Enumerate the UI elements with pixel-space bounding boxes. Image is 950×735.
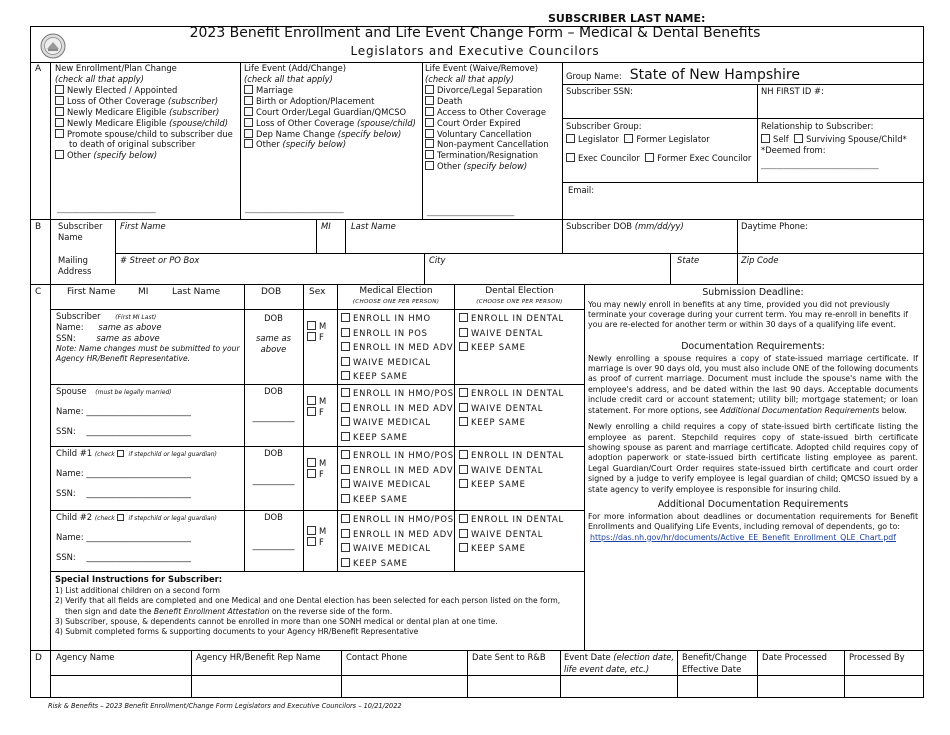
checkbox-item[interactable]: Other (specify below) (55, 150, 238, 161)
medical-option[interactable]: ENROLL IN HMO/POS (341, 512, 454, 527)
life-event-add-title: Life Event (Add/Change) (244, 63, 347, 73)
spouse-dob-blank[interactable]: __________ (252, 412, 295, 422)
contact-phone-field[interactable]: Contact Phone (346, 652, 408, 662)
spouse-sex (307, 396, 326, 418)
spouse-ssn-blank[interactable]: _________________________ (86, 425, 192, 436)
city-field[interactable]: City (429, 255, 446, 265)
checkbox-item[interactable]: Divorce/Legal Separation (425, 85, 561, 96)
child1-name-blank[interactable]: _________________________ (86, 467, 191, 478)
col-dental-note: (CHOOSE ONE PER PERSON) (476, 299, 563, 305)
continuation-text: to death of original subscriber (69, 139, 196, 150)
effective-date-field[interactable]: Benefit/Change Effective Date (682, 652, 747, 674)
new-enrollment-column (55, 63, 238, 161)
child1-row: Child #1 (check if stepchild or legal guardian) Name: _________________________ SSN: _________________________ (56, 448, 217, 498)
life-event-waive-title: Life Event (Waive/Remove) (425, 63, 539, 73)
medical-option[interactable]: KEEP SAME (341, 369, 453, 384)
checkbox-item[interactable]: Access to Other Coverage (425, 107, 561, 118)
sex-f-checkbox[interactable]: F (307, 537, 326, 548)
new-enrollment-note: (check all that apply) (55, 73, 144, 84)
zip-field[interactable]: Zip Code (741, 255, 779, 265)
life-event-waive-column (425, 63, 561, 172)
first-name-field[interactable]: First Name (120, 221, 166, 231)
checkbox-item[interactable]: Voluntary Cancellation (425, 129, 561, 140)
checkbox-exec-councilor[interactable]: Exec Councilor (566, 153, 640, 163)
dental-option[interactable]: WAIVE DENTAL (459, 401, 564, 416)
checkbox-item[interactable]: Loss of Other Coverage (subscriber) (55, 96, 238, 107)
dental-option[interactable]: ENROLL IN DENTAL (459, 448, 564, 463)
medical-option[interactable]: WAIVE MEDICAL (341, 415, 454, 430)
subscriber-dob-value: same as above (256, 333, 291, 354)
form-title: 2023 Benefit Enrollment and Life Event Change Form – Medical & Dental Benefits (189, 25, 761, 41)
deadline-title: Submission Deadline: (702, 287, 804, 298)
medical-option[interactable]: KEEP SAME (341, 430, 454, 445)
sex-f-checkbox[interactable]: F (307, 332, 326, 343)
life-event-waive-note: (check all that apply) (425, 73, 514, 84)
checkbox-self[interactable]: Self (761, 134, 789, 144)
checkbox-former-legislator[interactable]: Former Legislator (624, 134, 709, 144)
col-medical-note: (CHOOSE ONE PER PERSON) (352, 299, 440, 305)
checkbox-item[interactable]: Court Order/Legal Guardian/QMCSO (244, 107, 420, 118)
dental-option[interactable]: ENROLL IN DENTAL (459, 386, 564, 401)
dental-option[interactable]: KEEP SAME (459, 477, 564, 492)
agency-name-field[interactable]: Agency Name (56, 652, 115, 662)
col-sex: Sex (309, 287, 326, 297)
dental-option[interactable]: ENROLL IN DENTAL (459, 311, 564, 326)
sex-f-checkbox[interactable]: F (307, 407, 326, 418)
daytime-phone-field[interactable]: Daytime Phone: (741, 221, 808, 231)
date-processed-field[interactable]: Date Processed (762, 652, 827, 662)
doc-req-child: Newly enrolling a child requires a copy of state-issued birth certificate listing the employee as parent. Stepchild requires copy of state-issued birth certificate showing spouse as parent and marriage certificate. Adopted child requires copy of adoption paperwork or state-issued birth certificate listing employee as parent. Legal Guardian/Court Order requires state-issued birth certificate and court order signed by a judge to verify employee is legal guardian of child; QMCSO issued by a state agency to verify employee is responsible for insuring child. (588, 422, 918, 494)
dental-option[interactable]: KEEP SAME (459, 415, 564, 430)
special-instructions: Special Instructions for Subscriber: 1) List additional children on a second form 2) Verify that all fields are completed and one Medical and one Dental election has been selected for each person listed on the form, then sign and date the Benefit Enrollment Attestation on the reverse side of the form. 3) Subscriber, spouse, & dependents cannot be enrolled in more than one SONH medical or dental plan at one time. 4) Submit completed forms & supporting documents to your Agency HR/Benefit Representative (55, 574, 583, 638)
checkbox-item[interactable]: Death (425, 96, 561, 107)
medical-option[interactable]: KEEP SAME (341, 492, 454, 507)
subscriber-dob: DOB (264, 313, 283, 323)
deemed-blank[interactable]: _______________________________ (761, 159, 879, 169)
child1-dental (459, 448, 564, 492)
sex-m-checkbox[interactable]: M (307, 526, 326, 537)
sex-m-checkbox[interactable]: M (307, 321, 326, 332)
group-name-value: State of New Hampshire (629, 67, 800, 83)
child2-name-blank[interactable]: _________________________ (86, 531, 191, 542)
other-specify-blank[interactable]: __________________________ (57, 204, 156, 213)
form-subtitle: Legislators and Executive Councilors (350, 44, 600, 58)
checkbox-legislator[interactable]: Legislator (566, 134, 619, 144)
checkbox-item[interactable]: Dep Name Change (specify below) (244, 129, 420, 140)
other-specify-blank[interactable]: _______________________ (427, 207, 515, 216)
col-dental: Dental Election (485, 286, 554, 296)
dental-option[interactable]: KEEP SAME (459, 340, 564, 355)
subscriber-row: Subscriber (First MI Last) Name: same as above SSN: same as above Note: Name changes must be submitted to your Agency HR/Benefit Representative. (56, 311, 242, 364)
checkbox-item[interactable]: Termination/Resignation (425, 150, 561, 161)
child1-ssn-blank[interactable]: _________________________ (86, 487, 192, 498)
checkbox-item[interactable]: Promote spouse/child to subscriber due (55, 129, 238, 140)
medical-option[interactable]: KEEP SAME (341, 556, 454, 571)
email-label[interactable]: Email: (568, 185, 595, 195)
child2-row: Child #2 (check if stepchild or legal guardian) Name: _________________________ SSN: _________________________ (56, 512, 217, 562)
relationship-to-subscriber (761, 121, 907, 170)
child1-medical (341, 448, 454, 506)
special-instructions-title: Special Instructions for Subscriber: (55, 574, 223, 584)
spouse-dental (459, 386, 564, 430)
dental-option[interactable]: WAIVE DENTAL (459, 527, 564, 542)
relationship-label: Relationship to Subscriber: (761, 121, 874, 131)
col-mi: MI (138, 287, 149, 297)
medical-option[interactable]: ENROLL IN HMO/POS (341, 448, 454, 463)
deemed-label: *Deemed from: (761, 144, 826, 155)
spouse-row: Spouse (must be legally married) Name: _________________________ SSN: _________________________ (56, 386, 192, 436)
section-a-label: A (35, 64, 42, 74)
new-enrollment-title: New Enrollment/Plan Change (55, 63, 177, 73)
medical-option[interactable]: ENROLL IN MED ADV (341, 401, 454, 416)
checkbox-item[interactable]: Newly Medicare Eligible (subscriber) (55, 107, 238, 118)
medical-option[interactable]: ENROLL IN MED ADV (341, 463, 454, 478)
group-name-label: Group Name: (566, 71, 622, 81)
spouse-dob: DOB (264, 386, 283, 396)
benefit-chart-link[interactable]: https://das.nh.gov/hr/documents/Active_EE_Benefit_Enrollment_QLE_Chart.pdf (590, 532, 897, 542)
child1-sex (307, 458, 326, 480)
checkbox-item[interactable]: Marriage (244, 85, 420, 96)
spouse-name-blank[interactable]: _________________________ (86, 405, 191, 416)
child2-dob-blank[interactable]: __________ (252, 540, 295, 550)
checkbox-item[interactable]: Other (specify below) (425, 161, 561, 172)
col-medical: Medical Election (359, 286, 433, 296)
col-dob: DOB (261, 287, 282, 297)
checkbox-item[interactable]: Newly Medicare Eligible (spouse/child) (55, 118, 238, 129)
subscriber-medical (341, 311, 453, 384)
life-event-add-note: (check all that apply) (244, 73, 333, 84)
section-c-label: C (35, 287, 42, 297)
state-field[interactable]: State (677, 255, 700, 265)
street-field[interactable]: # Street or PO Box (120, 255, 200, 265)
name-change-note: Note: Name changes must be submitted to your Agency HR/Benefit Representative. (56, 343, 240, 364)
checkbox-former-exec-councilor[interactable]: Former Exec Councilor (645, 153, 751, 163)
life-event-add-column (244, 63, 420, 150)
dental-option[interactable]: WAIVE DENTAL (459, 463, 564, 478)
child2-sex (307, 526, 326, 548)
rep-name-field[interactable]: Agency HR/Benefit Rep Name (196, 652, 321, 662)
checkbox-surviving[interactable]: Surviving Spouse/Child* (794, 134, 907, 144)
subscriber-sex (307, 321, 326, 343)
dental-option[interactable]: WAIVE DENTAL (459, 326, 564, 341)
additional-doc-text: For more information about deadlines or documentation requirements for Benefit Enrollments and Qualifying Life Events, including removal of dependents, go to: (588, 511, 918, 532)
checkbox-item[interactable]: Court Order Expired (425, 118, 561, 129)
doc-req-title: Documentation Requirements: (681, 340, 825, 352)
medical-option[interactable]: WAIVE MEDICAL (341, 541, 454, 556)
col-first-name: First Name (67, 287, 116, 297)
doc-req-spouse: Newly enrolling a spouse requires a copy of state-issued marriage certificate. If marriage is over 90 days old, you must also include ONE of the following documents as proof of current marriage. Document must include the spouse's name with the employee's address, and be dated within the last 90 days. Acceptable documents include credit card or account statement; utility bill; mortgage statement; or loan statement. For more options, see Additional Documentation Requirements below. (588, 353, 919, 415)
dental-option[interactable]: KEEP SAME (459, 541, 564, 556)
checkbox-item[interactable]: Non-payment Cancellation (425, 139, 561, 150)
subscriber-group (566, 121, 751, 164)
deadline-text: You may newly enroll in benefits at any time, provided you did not previously terminate your coverage during your current term. You may re-enroll in benefits if you are re-elected for another term or within 30 days of a qualifying life event. (588, 299, 909, 330)
subscriber-dental (459, 311, 564, 355)
group-name-field[interactable] (566, 64, 800, 83)
subscriber-ssn-label[interactable]: Subscriber SSN: (566, 86, 633, 96)
subscriber-name-label: Subscriber Name (58, 221, 103, 242)
child1-dob-blank[interactable]: __________ (252, 475, 295, 485)
medical-option[interactable]: ENROLL IN MED ADV (341, 527, 454, 542)
other-specify-blank[interactable]: __________________________ (245, 204, 344, 213)
dental-option[interactable]: ENROLL IN DENTAL (459, 512, 564, 527)
subscriber-group-label: Subscriber Group: (566, 121, 642, 131)
processed-by-field[interactable]: Processed By (849, 652, 905, 662)
sex-m-checkbox[interactable]: M (307, 396, 326, 407)
medical-option[interactable]: ENROLL IN HMO (341, 311, 453, 326)
date-sent-field[interactable]: Date Sent to R&B (472, 652, 546, 662)
additional-doc-title: Additional Documentation Requirements (657, 499, 849, 511)
nh-first-id-label[interactable]: NH FIRST ID #: (761, 86, 824, 96)
sex-m-checkbox[interactable]: M (307, 458, 326, 469)
medical-option[interactable]: WAIVE MEDICAL (341, 477, 454, 492)
section-b-label: B (35, 222, 42, 232)
checkbox-item[interactable]: Loss of Other Coverage (spouse/child) (244, 118, 420, 129)
checkbox-item[interactable]: Other (specify below) (244, 139, 420, 150)
mailing-address-label: Mailing Address (58, 255, 92, 276)
child2-dob: DOB (264, 512, 283, 522)
medical-option[interactable]: ENROLL IN MED ADV (341, 340, 453, 355)
col-last-name: Last Name (172, 287, 221, 297)
sex-f-checkbox[interactable]: F (307, 469, 326, 480)
checkbox-item[interactable]: Birth or Adoption/Placement (244, 96, 420, 107)
child1-dob: DOB (264, 448, 283, 458)
stepchild-checkbox[interactable] (117, 514, 124, 521)
subscriber-dob-field[interactable]: Subscriber DOB (mm/dd/yy) (566, 221, 684, 231)
mi-field[interactable]: MI (321, 221, 331, 231)
info-panel (588, 287, 918, 543)
checkbox-item[interactable]: Newly Elected / Appointed (55, 85, 238, 96)
event-date-field[interactable]: Event Date (election date, life event date, etc.) (564, 652, 675, 674)
child2-medical (341, 512, 454, 570)
section-d-label: D (35, 653, 42, 663)
footer-text: Risk & Benefits – 2023 Benefit Enrollment/Change Form Legislators and Executive Councilors – 10/21/2022 (48, 702, 402, 710)
spouse-medical (341, 386, 454, 444)
child2-dental (459, 512, 564, 556)
child2-ssn-blank[interactable]: _________________________ (86, 551, 192, 562)
last-name-field[interactable]: Last Name (351, 221, 396, 231)
medical-option[interactable]: ENROLL IN HMO/POS (341, 386, 454, 401)
medical-option[interactable]: ENROLL IN POS (341, 326, 453, 341)
stepchild-checkbox[interactable] (117, 450, 124, 457)
medical-option[interactable]: WAIVE MEDICAL (341, 355, 453, 370)
subscriber-last-name-label: SUBSCRIBER LAST NAME: (548, 12, 706, 25)
